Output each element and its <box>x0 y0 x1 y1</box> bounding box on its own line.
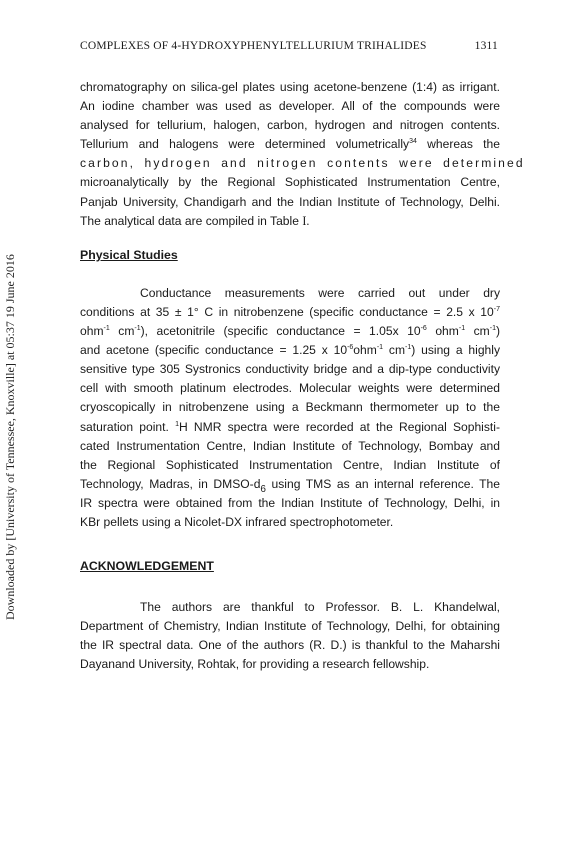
acknowledgement-heading: ACKNOWLEDGEMENT <box>80 559 214 574</box>
text-line: The authors are thankful to Professor. B. L. Khandelwal, <box>140 600 500 615</box>
download-watermark: Downloaded by [University of Tennessee, Knoxville] at 05:37 19 June 2016 <box>3 254 17 620</box>
text-line: Dayanand University, Rohtak, for providing a research fellowship. <box>80 657 430 672</box>
text-line: An iodine chamber was used as developer. All of the compounds were <box>80 99 500 114</box>
text-line: cryoscopically in nitrobenzene using a Beckmann thermometer up to the <box>80 400 500 415</box>
text-line: KBr pellets using a Nicolet-DX infrared spectrophotometer. <box>80 514 394 529</box>
text-line: analysed for tellurium, halogen, carbon, hydrogen and nitrogen contents. <box>80 118 500 133</box>
text-line: The analytical data are compiled in Table I. <box>80 213 310 228</box>
text-line: chromatography on silica-gel plates using acetone-benzene (1:4) as irrigant. <box>80 80 500 94</box>
text-line: Conductance measurements were carried out under dry <box>140 285 500 300</box>
text-line: Technology, Madras, in DMSO-$d_6$ using TMS as an internal reference. The <box>80 476 500 495</box>
text-line: cell with smooth platinum electrodes. Molecular weights were determined <box>80 381 500 396</box>
text-line: carbon, hydrogen and nitrogen contents were determined <box>80 156 525 171</box>
text-line: the Regional Sophisticated Instrumentation Centre, Indian Institute of <box>80 457 500 472</box>
text-line: the IR spectral data. One of the authors (R. D.) is thankful to the Maharshi <box>80 638 500 653</box>
page-body <box>80 78 525 675</box>
running-title: COMPLEXES OF 4-HYDROXYPHENYLTELLURIUM TRIHALIDES <box>80 40 427 52</box>
text-line: saturation point. $^1$H NMR spectra were recorded at the Regional Sophisti- <box>80 419 500 434</box>
text-line: conditions at 35 ± 1° C in nitrobenzene (specific conductance = 2.5 x $10^{-7}$ <box>80 304 500 319</box>
text-line: and acetone (specific conductance = 1.25 x $10^{-6}ohm^{-1}$ $cm^{-1}$) using a highly <box>80 343 500 358</box>
text-line: microanalytically by the Regional Sophisticated Instrumentation Centre, <box>80 175 500 190</box>
physical-studies-heading: Physical Studies <box>80 247 178 262</box>
text-line: IR spectra were obtained from the Indian Institute of Technology, Delhi, in <box>80 495 500 510</box>
text-line: sensitive type 305 Systronics conductivity bridge and a dip-type conductivity <box>80 362 500 377</box>
text-line: ohm$^{-1}$ $cm^{-1}$), acetonitrile (specific conductance = 1.05x $10^{-6}$ ohm$^{-1}$ $cm^{-1}$) <box>80 324 501 339</box>
intro-paragraph <box>80 78 525 231</box>
text-line: cated Instrumentation Centre, Indian Institute of Technology, Bombay and <box>80 438 500 453</box>
text-line: Panjab University, Chandigarh and the Indian Institute of Technology, Delhi. <box>80 194 500 209</box>
page-number: 1311 <box>474 40 498 52</box>
text-line: Department of Chemistry, Indian Institute of Technology, Delhi, for obtaining <box>80 619 500 634</box>
physical-studies-paragraph <box>80 284 500 532</box>
text-line: Tellurium and halogens were determined volumetrically$^{34}$ whereas the <box>80 137 500 152</box>
acknowledgement-paragraph <box>80 598 500 674</box>
